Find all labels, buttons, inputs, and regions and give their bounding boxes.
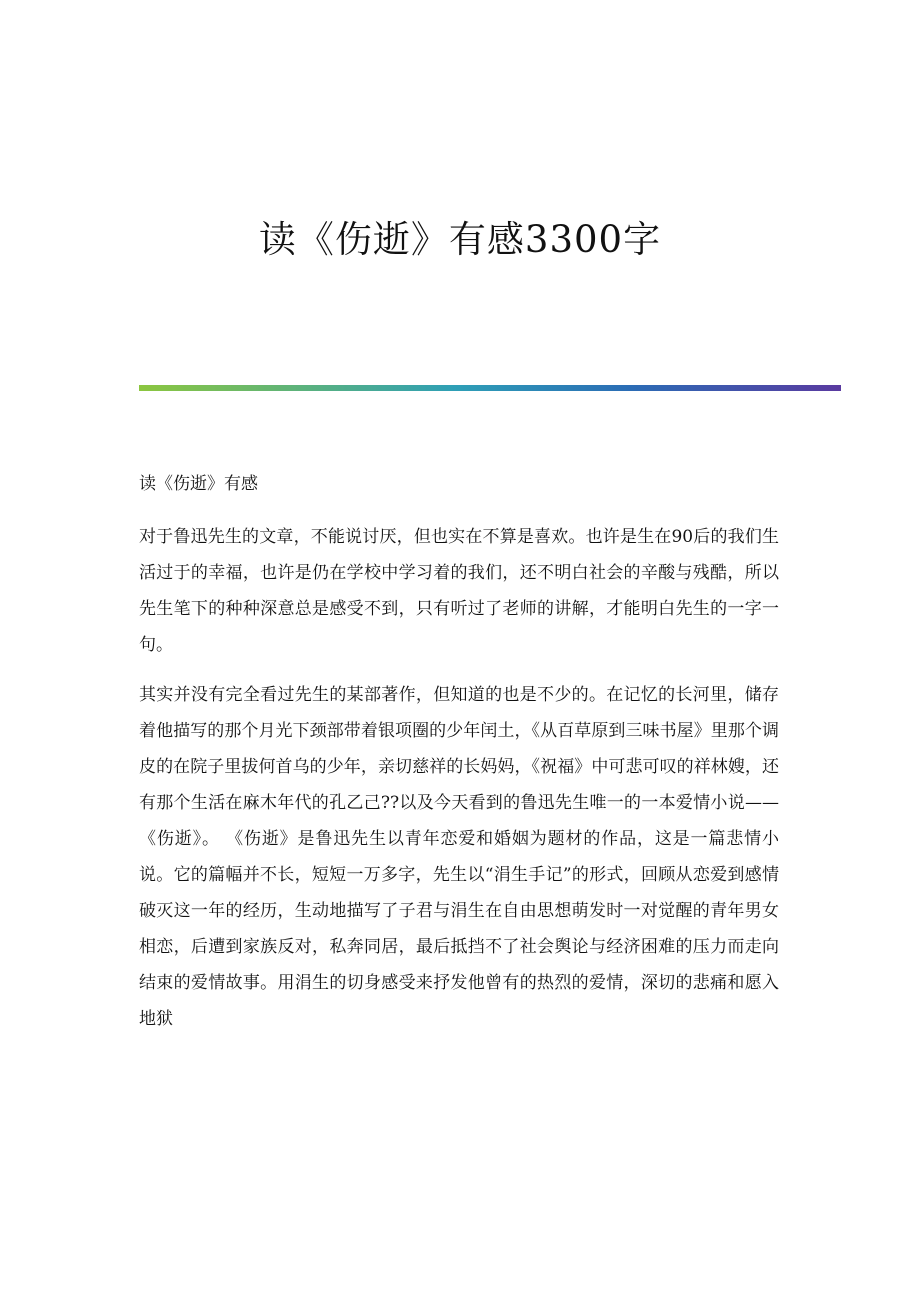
paragraph-1: 对于鲁迅先生的文章，不能说讨厌，但也实在不算是喜欢。也许是生在90后的我们生活过于的幸福，也许是仍在学校中学习着的我们，还不明白社会的辛酸与残酷，所以先生笔下的种种深意总是感受不到，只有听过了老师的讲解，才能明白先生的一字一句。 (139, 527, 779, 655)
title-divider (139, 385, 841, 391)
document-body (139, 466, 779, 1051)
document-subtitle: 读《伤逝》有感 (139, 474, 258, 494)
paragraph-2: 其实并没有完全看过先生的某部著作，但知道的也是不少的。在记忆的长河里，储存着他描写的那个月光下颈部带着银项圈的少年闰土，《从百草原到三味书屋》里那个调皮的在院子里拔何首乌的少年，亲切慈祥的长妈妈，《祝福》中可悲可叹的祥林嫂，还有那个生活在麻木年代的孔乙己??以及今天看到的鲁迅先生唯一的一本爱情小说——《伤逝》。 《伤逝》是鲁迅先生以青年恋爱和婚姻为题材的作品，这是一篇悲情小说。它的篇幅并不长，短短一万多字，先生以“涓生手记”的形式，回顾从恋爱到感情破灭这一年的经历，生动地描写了子君与涓生在自由思想萌发时一对觉醒的青年男女相恋，后遭到家族反对，私奔同居，最后抵挡不了社会舆论与经济困难的压力而走向结束的爱情故事。用涓生的切身感受来抒发他曾有的热烈的爱情，深切的悲痛和愿入地狱 (139, 685, 779, 1029)
document-title: 读《伤逝》有感3300字 (258, 218, 662, 261)
